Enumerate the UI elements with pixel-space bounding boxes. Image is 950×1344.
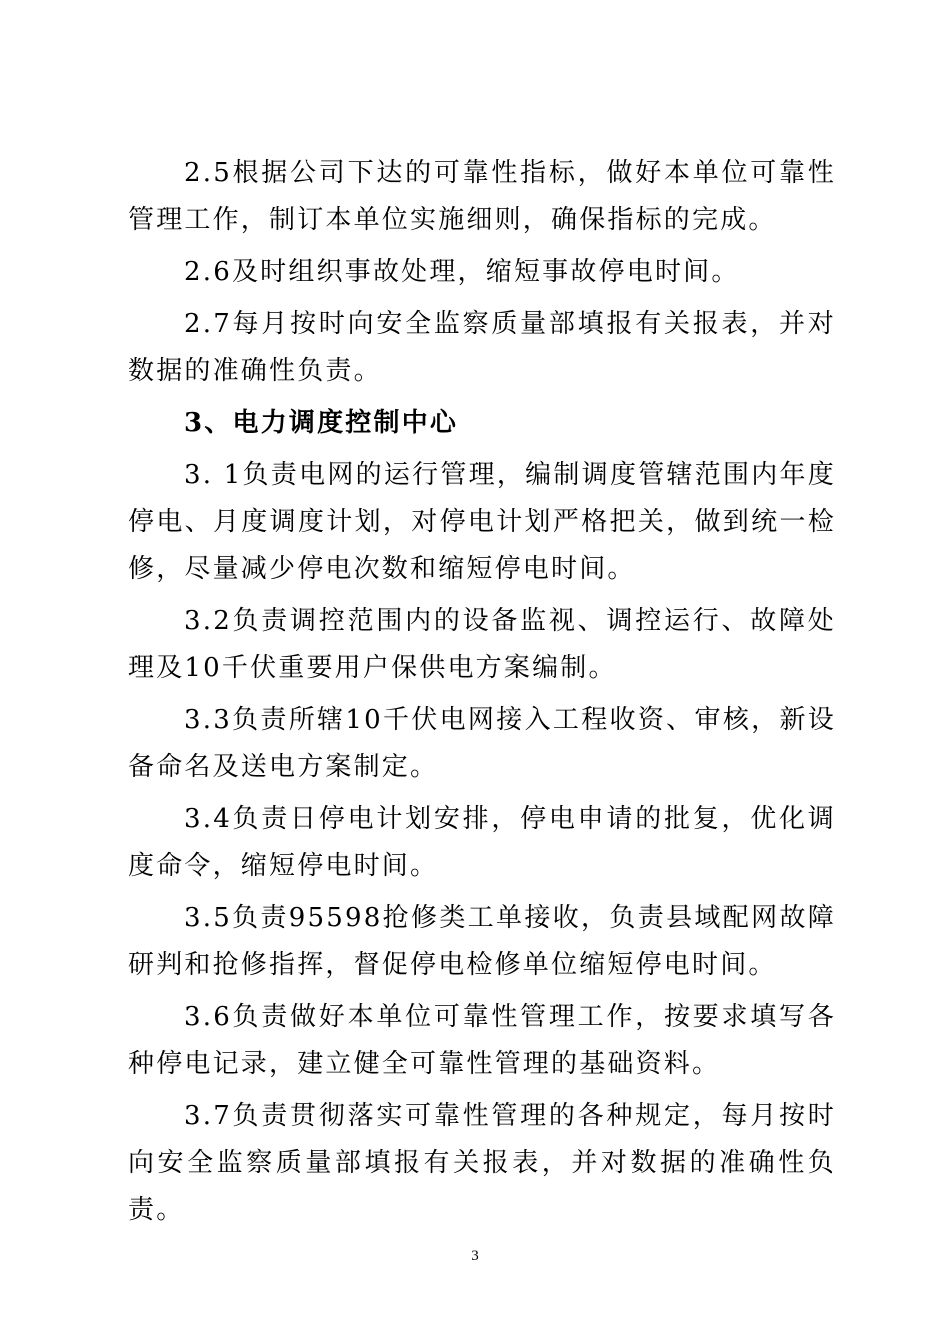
paragraph-3-6: 3.6负责做好本单位可靠性管理工作，按要求填写各种停电记录，建立健全可靠性管理的基础资料。 (128, 1002, 836, 1079)
section-heading-3: 3、电力调度控制中心 (184, 408, 459, 438)
paragraph-3-4: 3.4负责日停电计划安排，停电申请的批复，优化调度命令，缩短停电时间。 (128, 804, 836, 881)
paragraph-3-7: 3.7负责贯彻落实可靠性管理的各种规定，每月按时向安全监察质量部填报有关报表，并对数据的准确性负责。 (128, 1101, 836, 1225)
paragraph-3-2: 3.2负责调控范围内的设备监视、调控运行、故障处理及10千伏重要用户保供电方案编制。 (128, 606, 836, 683)
paragraph-2-6: 2.6及时组织事故处理，缩短事故停电时间。 (184, 257, 740, 287)
paragraph-3-3: 3.3负责所辖10千伏电网接入工程收资、审核，新设备命名及送电方案制定。 (128, 705, 836, 782)
paragraph-3-1: 3. 1负责电网的运行管理，编制调度管辖范围内年度停电、月度调度计划，对停电计划严格把关，做到统一检修，尽量减少停电次数和缩短停电时间。 (128, 460, 836, 584)
paragraph-3-5: 3.5负责95598抢修类工单接收，负责县域配网故障研判和抢修指挥，督促停电检修单位缩短停电时间。 (128, 903, 836, 980)
document-body (128, 150, 836, 1239)
paragraph-2-7: 2.7每月按时向安全监察质量部填报有关报表，并对数据的准确性负责。 (128, 309, 836, 386)
page-number: 3 (471, 1248, 479, 1264)
paragraph-2-5: 2.5根据公司下达的可靠性指标，做好本单位可靠性管理工作，制订本单位实施细则，确保指标的完成。 (128, 158, 836, 235)
